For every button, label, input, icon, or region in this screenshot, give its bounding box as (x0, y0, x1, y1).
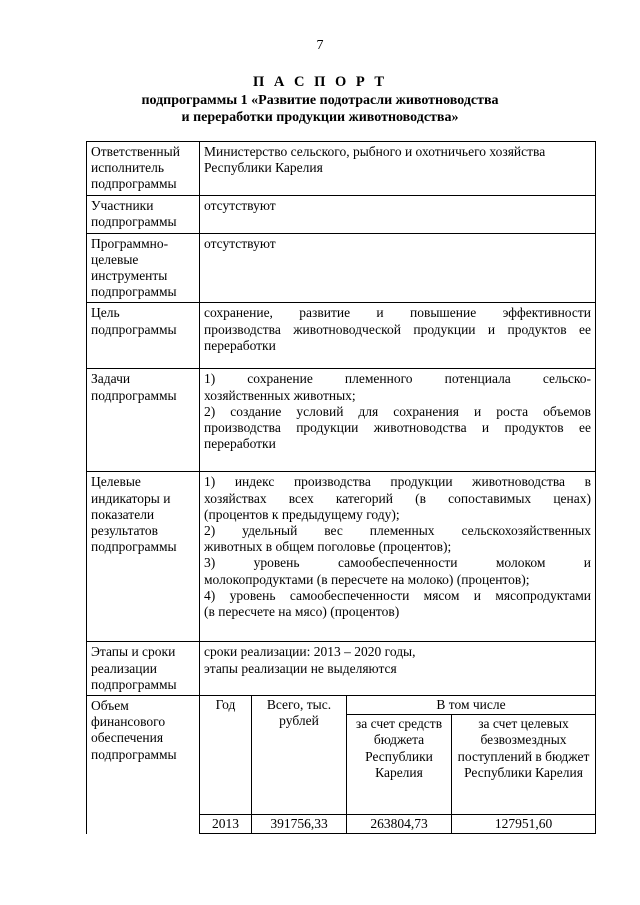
finance-grants: 127951,60 (452, 815, 596, 834)
subtitle-line: подпрограммы 1 «Развитие подотрасли животноводства (141, 93, 499, 108)
col-budget-header: за счет средств бюджета Республики Карелия (347, 715, 452, 815)
row-value (200, 303, 596, 369)
row-value (200, 195, 596, 233)
row-label (87, 195, 200, 233)
label-line: результатов (91, 523, 159, 539)
value-line: переработки (204, 337, 276, 353)
row-value (200, 142, 596, 196)
col-grants-header: за счет целевых безвозмездных поступлений в бюджет Республики Карелия (452, 715, 596, 815)
label-line: подпрограммы (91, 213, 177, 229)
passport-row (87, 142, 596, 196)
label-line: инструменты (91, 268, 168, 284)
value-line: Министерство сельского, рыбного и охотничьего хозяйства (204, 144, 546, 159)
passport-row (87, 303, 596, 369)
value-line: производства продукции животноводства и продуктов ее (204, 420, 591, 436)
finance-data-row (200, 815, 595, 834)
value-line: сроки реализации: 2013 – 2020 годы, (204, 644, 416, 660)
finance-total: 391756,33 (252, 815, 347, 834)
label-line: реализации (91, 660, 157, 676)
label-line: показатели (91, 506, 155, 522)
passport-row (87, 472, 596, 642)
value-line: хозяйствах всех категорий (в сопоставимых ценах) (204, 490, 591, 506)
passport-row (87, 195, 596, 233)
value-line: переработки (204, 436, 276, 452)
row-value (200, 369, 596, 472)
document-title: П А С П О Р Т (252, 74, 388, 90)
label-line: подпрограммы (91, 539, 177, 555)
label-line: Программно- (91, 235, 169, 251)
value-line: (процентов к предыдущему году); (204, 506, 400, 522)
value-line: 3) уровень самообеспеченности молоком и (204, 555, 591, 571)
label-line: Цель (91, 305, 120, 321)
value-line: животных в общем поголовье (процентов); (204, 539, 452, 555)
value-line: 2) удельный вес племенных сельскохозяйственных (204, 523, 591, 539)
finance-budget: 263804,73 (347, 815, 452, 834)
value-line: молокопродуктами (в пересчете на молоко) (процентов); (204, 571, 530, 587)
row-label (87, 642, 200, 696)
passport-row (87, 233, 596, 303)
value-line: 2) создание условий для сохранения и роста объемов (204, 403, 591, 419)
value-line: сохранение, развитие и повышение эффективности (204, 305, 591, 321)
label-line: подпрограммы (91, 321, 177, 337)
value-line: 1) индекс производства продукции животноводства в (204, 474, 591, 490)
label-line: подпрограммы (91, 284, 177, 300)
row-label (87, 369, 200, 472)
row-value (200, 233, 596, 303)
value-line: Республики Карелия (204, 160, 323, 176)
label-line: финансового (91, 714, 166, 730)
label-line: подпрограммы (91, 676, 177, 692)
label-line: исполнитель (91, 160, 164, 176)
label-line: Объем (91, 698, 129, 714)
col-including-header: В том числе (347, 696, 596, 715)
row-label (87, 696, 200, 834)
row-value (200, 472, 596, 642)
value-line: (в пересчете на мясо) (процентов) (204, 604, 400, 620)
label-line: подпрограммы (91, 176, 177, 192)
finance-table (200, 696, 595, 833)
col-total-header: Всего, тыс. рублей (252, 696, 347, 815)
value-line: 1) сохранение племенного потенциала сельско- (204, 371, 591, 387)
label-line: Участники (91, 197, 154, 213)
page-number: 7 (316, 38, 324, 53)
label-line: подпрограммы (91, 746, 177, 762)
passport-row (87, 642, 596, 696)
value-line: хозяйственных животных; (204, 387, 356, 403)
value-line: этапы реализации не выделяются (204, 660, 397, 676)
label-line: Этапы и сроки (91, 644, 176, 660)
value-line: отсутствуют (204, 197, 276, 213)
label-line: Ответственный (91, 144, 180, 159)
label-line: Целевые (91, 474, 141, 490)
label-line: обеспечения (91, 730, 164, 746)
row-value (200, 642, 596, 696)
subtitle-line: и переработки продукции животноводства» (181, 110, 459, 125)
value-line: 4) уровень самообеспеченности мясом и мясопродуктами (204, 587, 591, 603)
finance-table-cell (200, 696, 596, 834)
col-year-header: Год (200, 696, 252, 815)
label-line: целевые (91, 251, 139, 267)
label-line: индикаторы и (91, 490, 171, 506)
label-line: подпрограммы (91, 387, 177, 403)
value-line: производства животноводческой продукции и продуктов ее (204, 321, 591, 337)
row-label (87, 233, 200, 303)
passport-row (87, 369, 596, 472)
row-label (87, 142, 200, 196)
document-subtitle (0, 92, 640, 126)
finance-row (87, 696, 596, 834)
row-label (87, 303, 200, 369)
label-line: Задачи (91, 371, 131, 387)
value-line: отсутствуют (204, 235, 276, 251)
finance-year: 2013 (200, 815, 252, 834)
row-label (87, 472, 200, 642)
passport-table (86, 141, 596, 834)
